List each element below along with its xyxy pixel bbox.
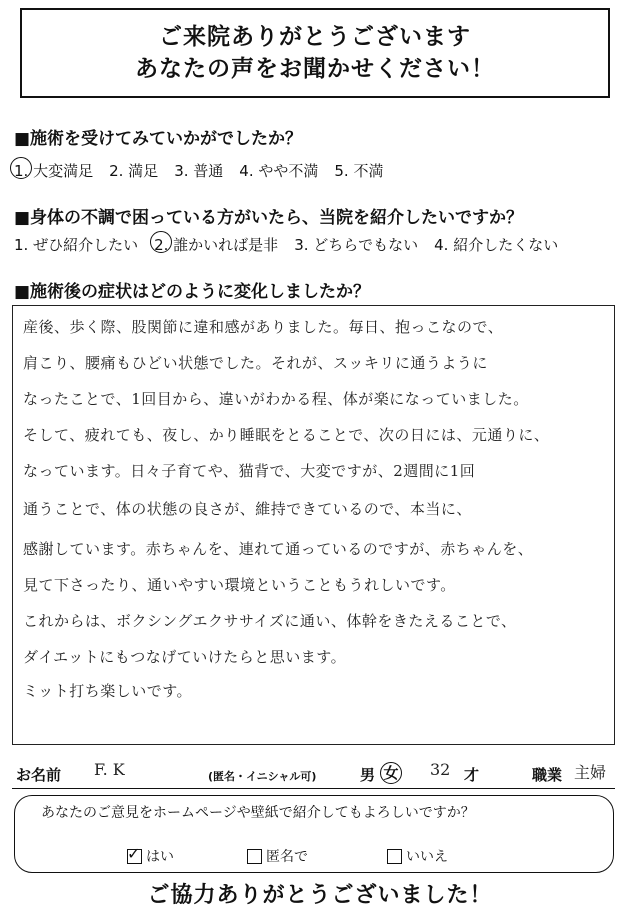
answer-line: 見て下さったり、通いやすい環境ということもうれしいです。 xyxy=(23,576,456,594)
name-value[interactable]: F. K xyxy=(94,760,125,779)
answer-line: 肩こり、腰痛もひどい状態でした。それが、スッキリに通うように xyxy=(23,354,488,372)
age-unit: 才 xyxy=(464,766,480,784)
q1-title: ■施術を受けてみていかがでしたか？ xyxy=(14,129,303,149)
gender-female-mark: 女 xyxy=(380,762,402,784)
consent-option-anonymous-label: 匿名で xyxy=(266,849,308,865)
answer-line: なっています。日々子育てや、猫背で、大変ですが、2週間に1回 xyxy=(23,462,476,480)
answer-line: ダイエットにもつなげていけたらと思います。 xyxy=(23,648,347,666)
answer-line: ミット打ち楽しいです。 xyxy=(23,682,193,700)
job-label: 職業 xyxy=(532,766,563,784)
q1-options xyxy=(14,160,399,181)
footer-thanks: ご協力ありがとうございました！ xyxy=(147,883,493,908)
q2-title: ■身体の不調で困っている方がいたら、当院を紹介したいですか？ xyxy=(14,208,524,228)
checkbox-icon[interactable] xyxy=(387,849,402,864)
answer-line: 産後、歩く際、股関節に違和感がありました。毎日、抱っこなので、 xyxy=(23,318,504,336)
answer-line: 感謝しています。赤ちゃんを、連れて通っているのですが、赤ちゃんを、 xyxy=(23,540,534,558)
gender-male[interactable]: 男 xyxy=(360,766,376,784)
q2-option-2[interactable]: 2. 誰かいれば是非 xyxy=(154,236,279,254)
header-line-2: あなたの声をお聞かせください！ xyxy=(135,56,495,82)
anon-note: (匿名・イニシャル可) xyxy=(208,770,317,783)
q1-option-2[interactable]: 2. 満足 xyxy=(109,162,159,180)
consent-option-yes[interactable] xyxy=(127,846,174,866)
q2-options xyxy=(14,234,574,255)
answer-line: 通うことで、体の状態の良さが、維持できているので、本当に、 xyxy=(23,500,472,518)
consent-question: あなたのご意見をホームページや壁紙で紹介してもよろしいですか？ xyxy=(41,805,475,821)
consent-option-no[interactable] xyxy=(387,846,448,866)
profile-row xyxy=(12,760,615,789)
q1-option-1[interactable]: 1. 大変満足 xyxy=(14,162,94,180)
gender-female[interactable] xyxy=(380,762,402,784)
q2-option-1[interactable]: 1. ぜひ紹介したい xyxy=(14,236,139,254)
q1-option-4[interactable]: 4. やや不満 xyxy=(239,162,319,180)
header-box xyxy=(20,8,610,98)
header-line-1: ご来院ありがとうございます xyxy=(159,24,471,50)
q3-title: ■施術後の症状はどのように変化しましたか？ xyxy=(14,282,371,302)
job-value[interactable]: 主婦 xyxy=(574,763,607,782)
q1-option-5[interactable]: 5. 不満 xyxy=(334,162,384,180)
q2-option-4[interactable]: 4. 紹介したくない xyxy=(434,236,559,254)
consent-option-no-label: いいえ xyxy=(406,849,448,865)
answer-line: そして、疲れても、夜し、かり睡眠をとることで、次の日には、元通りに、 xyxy=(23,426,550,444)
answer-line: なったことで、1回目から、違いがわかる程、体が楽になっていました。 xyxy=(23,390,529,408)
q2-option-3[interactable]: 3. どちらでもない xyxy=(294,236,419,254)
consent-box xyxy=(14,795,614,873)
checkbox-icon[interactable] xyxy=(247,849,262,864)
age-value[interactable]: 32 xyxy=(430,760,451,779)
answer-box[interactable] xyxy=(12,305,615,745)
name-label: お名前 xyxy=(16,766,62,784)
checkbox-checked-icon[interactable] xyxy=(127,849,142,864)
consent-option-anonymous[interactable] xyxy=(247,846,308,866)
q1-option-3[interactable]: 3. 普通 xyxy=(174,162,224,180)
consent-option-yes-label: はい xyxy=(146,849,174,865)
answer-line: これからは、ボクシングエクササイズに通い、体幹をきたえることで、 xyxy=(23,612,517,630)
